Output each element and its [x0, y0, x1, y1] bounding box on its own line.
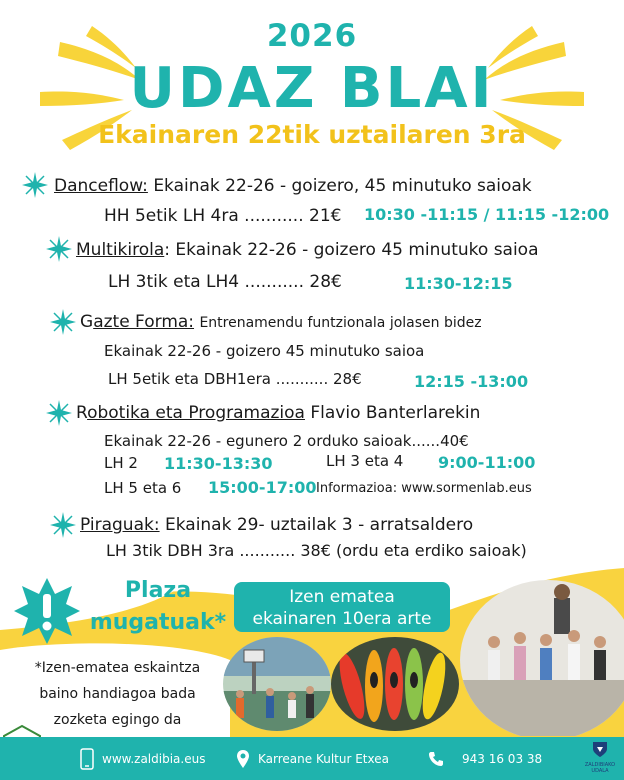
year: 2026 [266, 18, 358, 54]
registration-line-2: ekainaren 10era arte [252, 609, 432, 629]
registration-badge [234, 582, 450, 632]
note-line-1: *Izen-ematea eskaintza [34, 660, 201, 676]
location-text: Karreane Kultur Etxea [258, 751, 389, 766]
activity-desc: Ekainak 29- uztailak 3 - arratsaldero [164, 515, 474, 535]
activity-piraguak [80, 515, 473, 535]
exclamation-icon [12, 576, 82, 646]
plaza-line-2: mugatuak* [89, 610, 227, 635]
plaza-line-1: Plaza [124, 578, 192, 603]
activity-name: obotika eta Programazioa [87, 403, 305, 423]
photo-kayaks [330, 636, 460, 732]
price-line: HH 5etik LH 4ra ........... 21€ [104, 206, 342, 226]
activity-name-prefix: G [80, 312, 94, 332]
activity-gazte-forma [80, 312, 482, 332]
phone-text: 943 16 03 38 [462, 751, 543, 766]
time-slot: 11:30-13:30 [164, 454, 273, 473]
sparkle-icon [46, 400, 72, 426]
activity-desc: : Ekainak 22-26 - goizero 45 minutuko saioa [164, 240, 539, 260]
note-line-3: zozketa egingo da [53, 712, 182, 728]
footer-website[interactable] [80, 737, 205, 780]
photo-court [222, 636, 332, 732]
location-pin-icon [236, 749, 250, 769]
group-label: LH 2 [104, 454, 138, 472]
activity-desc: Entrenamendu funtzionala jolasen bidez [199, 315, 482, 331]
activity-name-prefix: R [76, 403, 88, 423]
sparkle-icon [50, 309, 76, 335]
note-line-2: baino handiagoa bada [39, 686, 196, 702]
activity-name: Danceflow: [54, 176, 148, 196]
activity-name: Multikirola [76, 240, 165, 260]
info-link[interactable]: Informazioa: www.sormenlab.eus [316, 481, 532, 496]
phone-icon [80, 748, 94, 770]
main-title: UDAZ BLAI [129, 56, 495, 121]
time-slot: 12:15 -13:00 [414, 372, 529, 391]
photo-dancing [458, 580, 624, 736]
price-line: LH 5etik eta DBH1era ........... 28€ [108, 370, 362, 388]
date-range: Ekainaren 22tik uztailaren 3ra [98, 120, 526, 149]
footer-phone[interactable] [428, 737, 542, 780]
registration-line-1: Izen ematea [289, 587, 395, 607]
activity-name: azte Forma: [93, 312, 195, 332]
limited-places [78, 575, 238, 639]
shield-icon [591, 740, 609, 758]
schedule-line: Ekainak 22-26 - goizero 45 minutuko saioa [104, 342, 425, 360]
activity-danceflow [54, 176, 532, 196]
municipality-logo [582, 740, 618, 778]
logo-text-1: ZALDIBIAKO [584, 762, 616, 768]
time-slot: 9:00-11:00 [438, 453, 536, 472]
sparkle-icon [22, 172, 48, 198]
footer-location[interactable] [236, 737, 389, 780]
telephone-icon [428, 751, 444, 767]
activity-desc: Ekainak 22-26 - goizero, 45 minutuko saioak [153, 176, 532, 196]
sparkle-icon [50, 512, 76, 538]
activity-multikirola [76, 240, 539, 260]
sparkle-icon [46, 236, 72, 262]
time-slot: 10:30 -11:15 / 11:15 -12:00 [364, 205, 610, 224]
time-slot: 11:30-12:15 [404, 274, 513, 293]
price-line: LH 3tik DBH 3ra ........... 38€ (ordu eta erdiko saioak) [106, 541, 527, 560]
group-label: LH 3 eta 4 [326, 452, 404, 470]
logo-text-2: UDALA [591, 768, 609, 774]
website-text: www.zaldibia.eus [102, 751, 206, 766]
time-slot: 15:00-17:00 [208, 478, 317, 497]
activity-name: Piraguak: [80, 515, 160, 535]
schedule-line: Ekainak 22-26 - egunero 2 orduko saioak......40€ [104, 432, 469, 450]
activity-desc: Flavio Banterlarekin [310, 403, 481, 423]
group-label: LH 5 eta 6 [104, 479, 182, 497]
price-line: LH 3tik eta LH4 ........... 28€ [108, 272, 342, 292]
activity-robotika [76, 403, 480, 423]
